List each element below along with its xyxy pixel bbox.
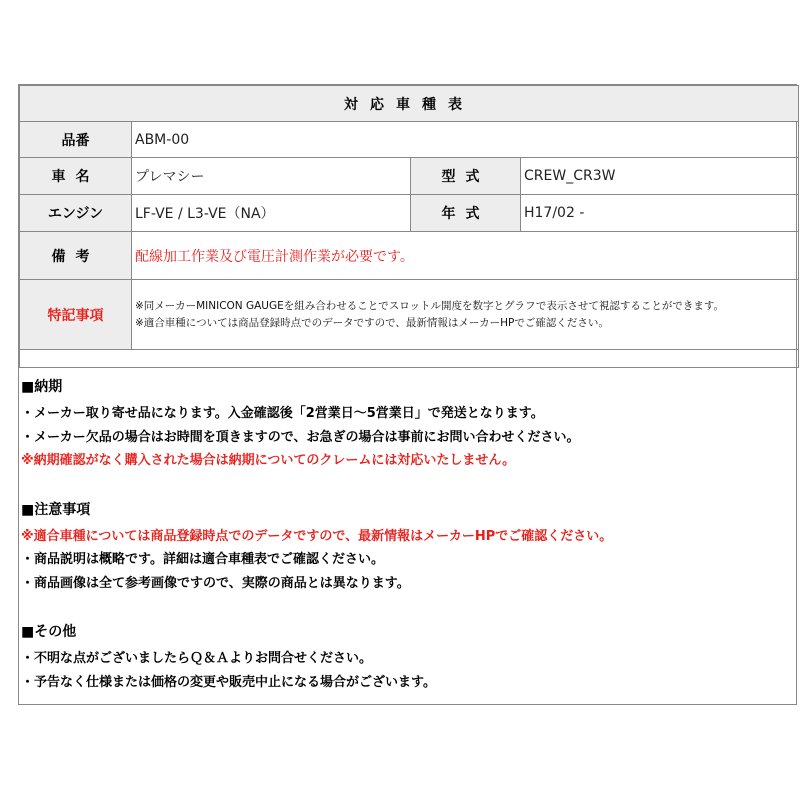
value-model: CREW_CR3W	[521, 158, 799, 195]
section-other	[21, 621, 794, 694]
special-notes	[132, 280, 799, 350]
section-heading: ■納期	[21, 379, 63, 395]
label-special: 特記事項	[20, 280, 132, 350]
table-title: 対応車種表	[20, 86, 799, 122]
section-heading: ■その他	[21, 624, 77, 640]
section-delivery	[21, 376, 794, 473]
label-model: 型式	[411, 158, 521, 195]
value-remarks: 配線加工作業及び電圧計測作業が必要です。	[132, 232, 799, 280]
label-car-name: 車名	[20, 158, 132, 195]
section-line: ・メーカー取り寄せ品になります。入金確認後「2営業日～5営業日」で発送となります。	[21, 406, 544, 421]
value-engine: LF-VE / L3-VE（NA）	[132, 195, 411, 232]
spacer-row	[20, 350, 799, 368]
section-line: ・メーカー欠品の場合はお時間を頂きますので、お急ぎの場合は事前にお問い合わせください。	[21, 429, 580, 445]
row-special	[20, 280, 799, 350]
row-remarks	[20, 232, 799, 280]
compatibility-sheet	[18, 84, 797, 705]
label-part-no: 品番	[20, 122, 132, 158]
section-notice	[21, 499, 794, 596]
special-note: ※同メーカーMINICON GAUGEを組み合わせることでスロットル開度を数字とグラフで表示させて視認することができます。	[135, 299, 725, 312]
section-line: ・予告なく仕様または価格の変更や販売中止になる場合がございます。	[21, 674, 436, 690]
row-part-no	[20, 122, 799, 158]
info-sections	[19, 368, 796, 704]
section-line: ・商品画像は全て参考画像ですので、実際の商品とは異なります。	[21, 575, 410, 591]
value-car-name: プレマシー	[132, 158, 411, 195]
value-year: H17/02 -	[521, 195, 799, 232]
special-note: ※適合車種については商品登録時点でのデータですので、最新情報はメーカーHPでご確認ください。	[135, 316, 609, 329]
label-remarks: 備考	[20, 232, 132, 280]
table-title-row	[20, 86, 799, 122]
section-line: ・商品説明は概略です。詳細は適合車種表でご確認ください。	[21, 552, 384, 567]
section-line-warning: ※納期確認がなく購入された場合は納期についてのクレームには対応いたしません。	[21, 453, 516, 468]
section-line-warning: ※適合車種については商品登録時点でのデータですので、最新情報はメーカーHPでご確認ください。	[21, 528, 613, 544]
label-engine: エンジン	[20, 195, 132, 232]
label-year: 年式	[411, 195, 521, 232]
section-heading: ■注意事項	[21, 501, 91, 518]
value-part-no: ABM-00	[132, 122, 799, 158]
compatibility-table	[19, 85, 799, 368]
section-line: ・不明な点がございましたらＱ＆Ａよりお問合せください。	[21, 651, 373, 666]
row-car-name	[20, 158, 799, 195]
row-engine	[20, 195, 799, 232]
